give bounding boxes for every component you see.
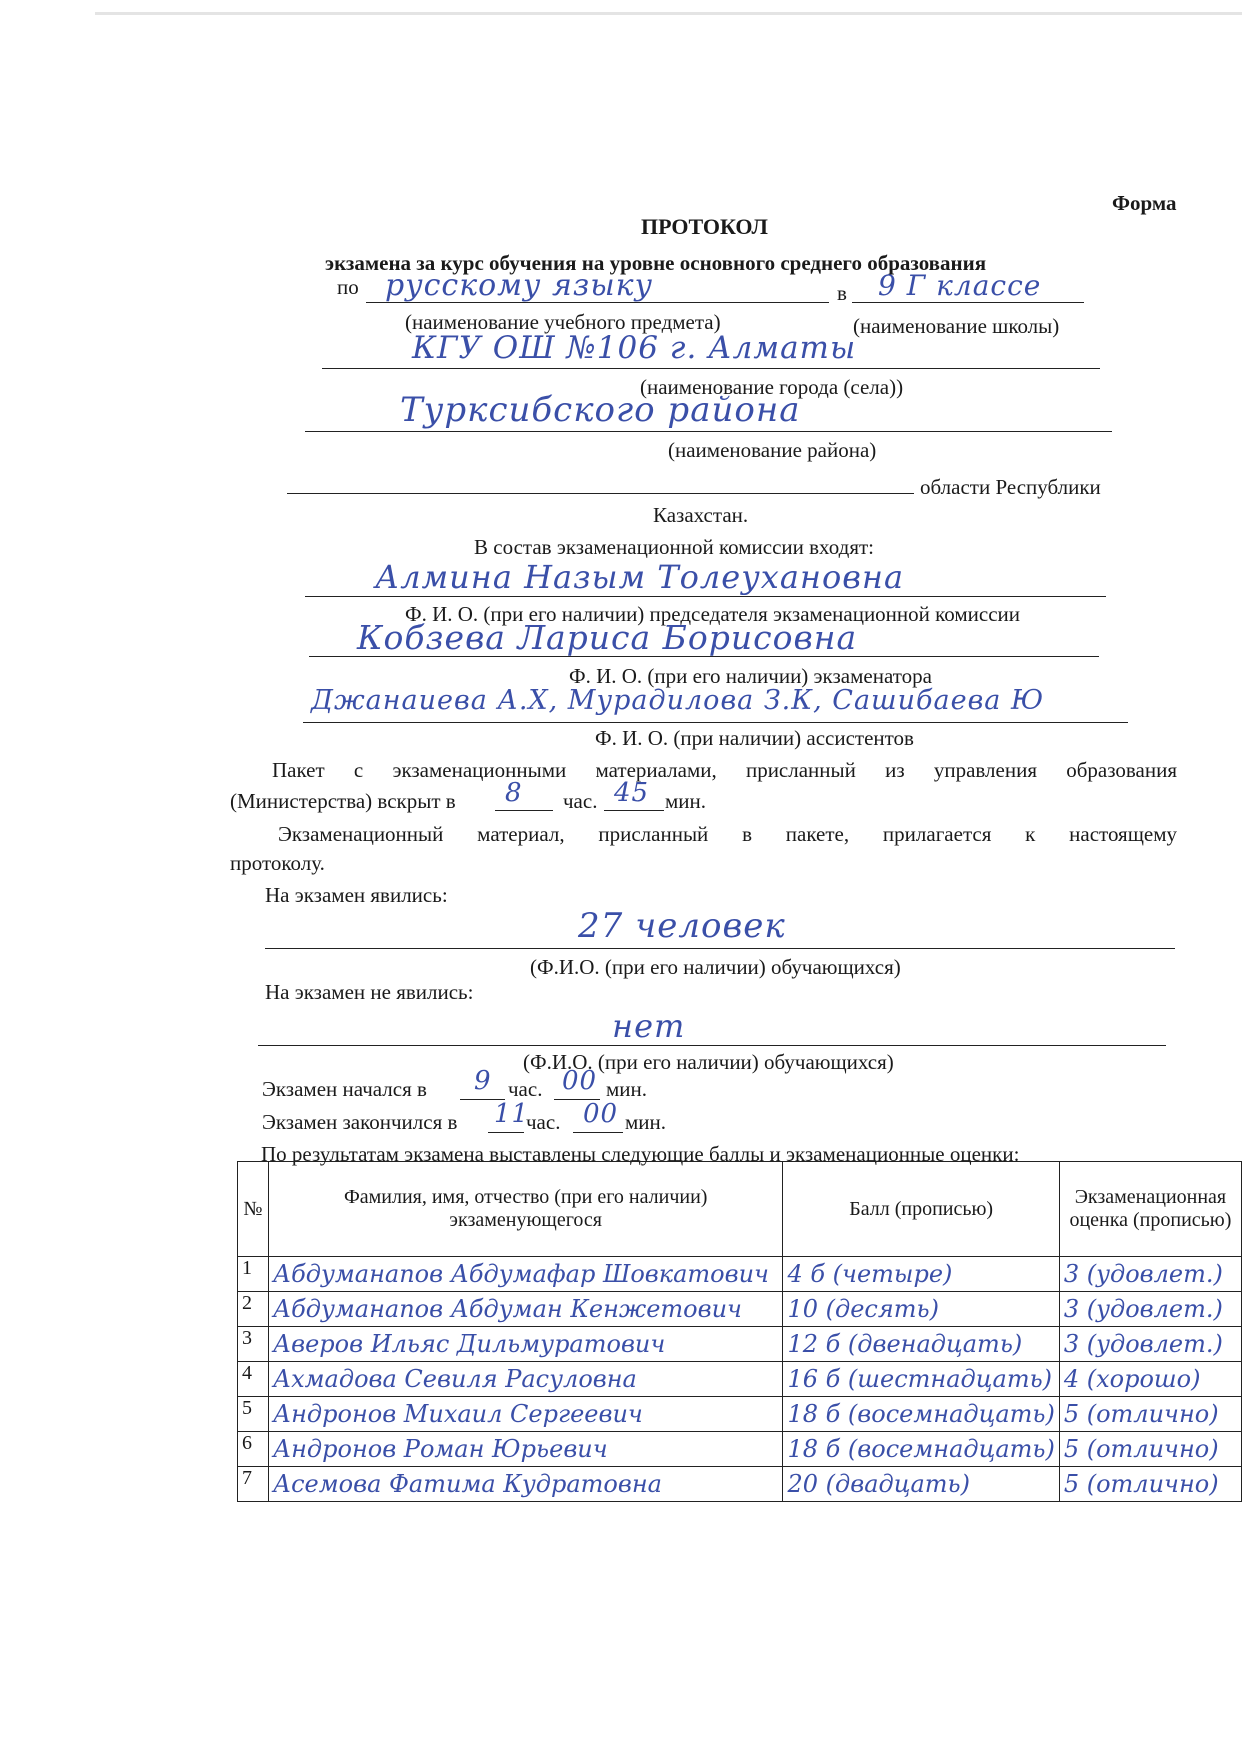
student-grade: 3 (удовлет.) xyxy=(1059,1257,1241,1292)
student-score: 18 б (восемнадцать) xyxy=(783,1432,1059,1467)
student-score: 12 б (двенадцать) xyxy=(783,1327,1059,1362)
student-score: 16 б (шестнадцать) xyxy=(783,1362,1059,1397)
chairman-value: Алмина Назым Толеухановна xyxy=(375,558,905,596)
package-minute-underline xyxy=(604,810,664,811)
row-number: 7 xyxy=(238,1467,269,1502)
subject-caption: (наименование учебного предмета) xyxy=(405,310,721,334)
region-suffix: области Республики xyxy=(920,475,1101,499)
present-label: На экзамен явились: xyxy=(265,883,448,907)
table-row xyxy=(238,1467,1242,1502)
table-row xyxy=(238,1292,1242,1327)
row-number: 3 xyxy=(238,1327,269,1362)
row-number: 4 xyxy=(238,1362,269,1397)
row-number: 1 xyxy=(238,1257,269,1292)
start-hour: 9 xyxy=(474,1066,492,1096)
end-hour-label: час. xyxy=(526,1110,561,1134)
examiner-value: Кобзева Лариса Борисовна xyxy=(357,618,858,657)
material-line2: протоколу. xyxy=(230,851,325,875)
package-minute-label: мин. xyxy=(665,789,707,813)
document-subtitle: экзамена за курс обучения на уровне основного среднего образования xyxy=(325,251,987,275)
present-value: 27 человек xyxy=(578,906,786,946)
assistants-underline xyxy=(303,722,1128,723)
col-name-header: Фамилия, имя, отчество (при его наличии) экзаменующегося xyxy=(268,1162,783,1257)
school-city-value: КГУ ОШ №106 г. Алматы xyxy=(412,330,857,366)
student-grade: 5 (отлично) xyxy=(1059,1432,1241,1467)
student-grade: 3 (удовлет.) xyxy=(1059,1327,1241,1362)
absent-value: нет xyxy=(612,1007,686,1045)
start-min-label: мин. xyxy=(606,1077,648,1101)
chairman-caption: Ф. И. О. (при его наличии) председателя экзаменационной комиссии xyxy=(405,602,1021,626)
table-row xyxy=(238,1397,1242,1432)
class-value: 9 Г классе xyxy=(878,269,1042,302)
package-minute-value: 45 xyxy=(614,778,650,808)
table-row xyxy=(238,1362,1242,1397)
commission-intro: В состав экзаменационной комиссии входят: xyxy=(474,535,875,559)
absent-label: На экзамен не явились: xyxy=(265,980,474,1004)
class-underline xyxy=(852,302,1084,303)
student-score: 18 б (восемнадцать) xyxy=(783,1397,1059,1432)
col-score-header: Балл (прописью) xyxy=(783,1162,1059,1257)
student-score: 10 (десять) xyxy=(783,1292,1059,1327)
start-hour-label: час. xyxy=(508,1077,543,1101)
end-min-underline xyxy=(573,1132,623,1133)
country: Казахстан. xyxy=(653,503,749,527)
start-label: Экзамен начался в xyxy=(262,1077,427,1101)
assistants-value: Джанаиева А.Х, Мурадилова З.К, Сашибаева Ю xyxy=(311,685,1045,716)
school-city-underline xyxy=(322,368,1100,369)
student-name: Ахмадова Севиля Расуловна xyxy=(268,1362,783,1397)
city-caption: (наименование города (села)) xyxy=(640,375,904,399)
student-grade: 5 (отлично) xyxy=(1059,1467,1241,1502)
student-grade: 4 (хорошо) xyxy=(1059,1362,1241,1397)
district-caption: (наименование района) xyxy=(668,438,877,462)
student-grade: 3 (удовлет.) xyxy=(1059,1292,1241,1327)
table-row xyxy=(238,1327,1242,1362)
end-min-label: мин. xyxy=(625,1110,667,1134)
subject-value: русскому языку xyxy=(385,268,653,303)
scan-edge xyxy=(95,12,1242,15)
v-label: в xyxy=(837,281,847,305)
row-number: 6 xyxy=(238,1432,269,1467)
student-name: Абдуманапов Абдуман Кенжетович xyxy=(268,1292,783,1327)
start-min: 00 xyxy=(562,1066,598,1096)
student-name: Асемова Фатима Кудратовна xyxy=(268,1467,783,1502)
student-name: Андронов Роман Юрьевич xyxy=(268,1432,783,1467)
student-name: Аверов Ильяс Дильмуратович xyxy=(268,1327,783,1362)
col-grade-header: Экзаменационная оценка (прописью) xyxy=(1059,1162,1241,1257)
student-name: Абдуманапов Абдумафар Шовкатович xyxy=(268,1257,783,1292)
package-hour-underline xyxy=(495,810,553,811)
po-label: по xyxy=(337,275,359,299)
col-number-header: № xyxy=(238,1162,269,1257)
present-underline xyxy=(265,948,1175,949)
table-row xyxy=(238,1432,1242,1467)
absent-caption: (Ф.И.О. (при его наличии) обучающихся) xyxy=(523,1050,894,1074)
package-line1: Пакет с экзаменационными материалами, присланный из управления образования xyxy=(272,758,1177,782)
end-hour-underline xyxy=(488,1132,524,1133)
results-header-row xyxy=(238,1162,1242,1257)
student-score: 20 (двадцать) xyxy=(783,1467,1059,1502)
package-line2-prefix: (Министерства) вскрыт в xyxy=(230,789,456,813)
student-score: 4 б (четыре) xyxy=(783,1257,1059,1292)
district-underline xyxy=(305,431,1112,432)
absent-underline xyxy=(258,1045,1166,1046)
package-hour-value: 8 xyxy=(505,778,523,808)
results-intro: По результатам экзамена выставлены следующие баллы и экзаменационные оценки: xyxy=(261,1142,1020,1166)
chairman-underline xyxy=(305,596,1106,597)
form-label: Форма xyxy=(1112,191,1177,215)
student-grade: 5 (отлично) xyxy=(1059,1397,1241,1432)
school-caption: (наименование школы) xyxy=(853,314,1060,338)
package-hour-label: час. xyxy=(563,789,598,813)
present-caption: (Ф.И.О. (при его наличии) обучающихся) xyxy=(530,955,901,979)
region-underline xyxy=(287,493,914,494)
end-min: 00 xyxy=(583,1099,619,1129)
table-row xyxy=(238,1257,1242,1292)
row-number: 2 xyxy=(238,1292,269,1327)
material-line1: Экзаменационный материал, присланный в пакете, прилагается к настоящему xyxy=(278,822,1177,846)
district-value: Турксибского района xyxy=(400,390,801,430)
end-label: Экзамен закончился в xyxy=(262,1110,458,1134)
examiner-caption: Ф. И. О. (при его наличии) экзаменатора xyxy=(569,664,932,688)
end-hour: 11 xyxy=(494,1099,530,1129)
results-table xyxy=(237,1161,1242,1502)
assistants-caption: Ф. И. О. (при наличии) ассистентов xyxy=(595,726,914,750)
document-title: ПРОТОКОЛ xyxy=(641,214,768,239)
row-number: 5 xyxy=(238,1397,269,1432)
student-name: Андронов Михаил Сергеевич xyxy=(268,1397,783,1432)
